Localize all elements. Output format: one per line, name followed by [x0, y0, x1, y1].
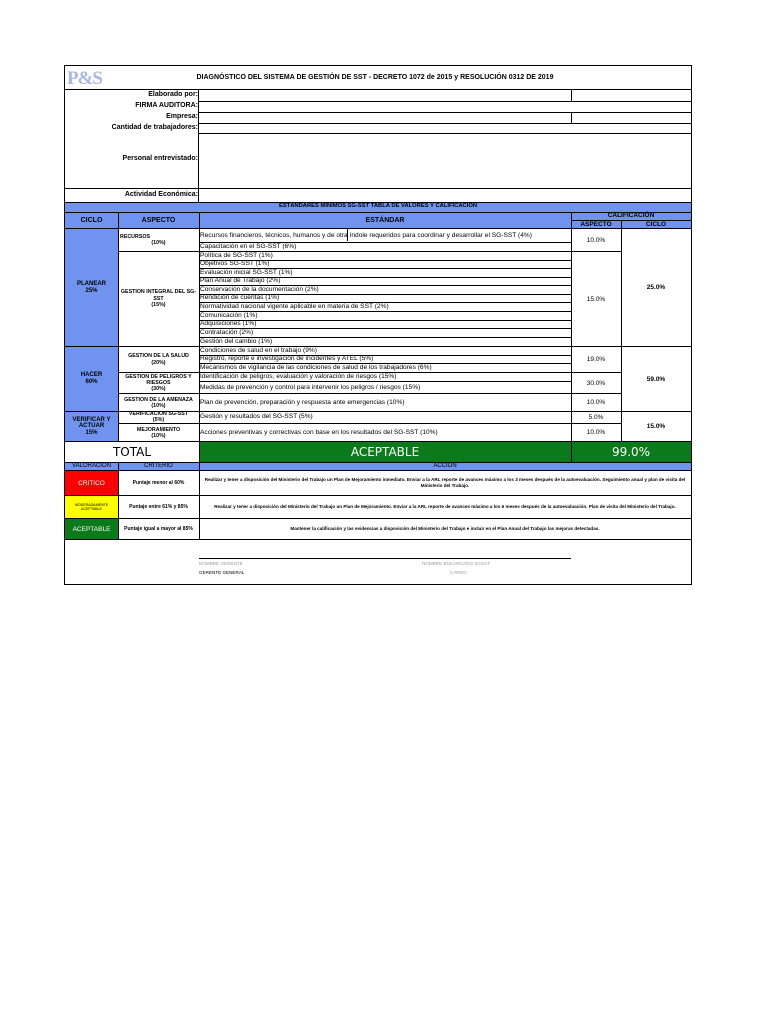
empresa-field[interactable] [198, 112, 571, 123]
empresa-extra-field[interactable] [571, 112, 691, 123]
header-estandar: ESTÁNDAR [365, 217, 405, 224]
score-planear: 25.0% [646, 284, 666, 291]
score-hacer: 59.0% [646, 375, 666, 383]
estandar-row: Política de SG-SST (1%) [200, 252, 273, 259]
estandar-row: Plan de prevención, preparación y respuesta ante emergencias (10%) [200, 399, 405, 406]
valoracion-moderado: MODERADAMENTE ACEPTABLE [65, 496, 118, 518]
total-score: 99.0% [571, 442, 691, 462]
nombre-encargado: NOMBRE ENCARGADO SGSST [422, 561, 490, 566]
table-title: ESTÁNDARES MÍNIMOS SG-SST TABLA DE VALORES Y CALIFICACIÓN [278, 203, 478, 209]
criterio-aceptable: Puntaje igual a mayor al 85% [124, 526, 193, 532]
logo-text: P&S [67, 68, 102, 89]
estandar-row: Conservación de la documentación (2%) [200, 286, 319, 293]
aspecto-verificacion: VERIFICACION SG-SST (5%) [128, 411, 189, 423]
aspecto-salud: GESTION DE LA SALUD (20%) [128, 353, 189, 366]
aspecto-peligros: GESTION DE PELIGROS Y RIESGOS (30%) [125, 374, 192, 392]
header-cal-ciclo: CICLO [645, 221, 667, 228]
header-cal-aspecto: ASPECTO [580, 221, 612, 228]
label-firma: FIRMA AUDITORA: [135, 102, 198, 109]
ciclo-hacer: HACER 60% [65, 347, 118, 411]
estandar-row: Acciones preventivas y correctivas con base en los resultados del SG-SST (10%) [200, 429, 438, 436]
header-calificacion: CALIFICACIÓN [607, 212, 655, 219]
estandar-row: Capacitación en el SG-SST (6%) [200, 243, 297, 250]
criterio-moderado: Puntaje entre 61% y 85% [129, 504, 188, 510]
cargo: CARGO [450, 570, 467, 575]
valoracion-aceptable: ACEPTABLE [65, 519, 118, 539]
firma-field[interactable] [198, 101, 691, 112]
trabajadores-field[interactable] [198, 123, 691, 133]
ciclo-verificar: VERIFICAR Y ACTUAR 15% [65, 412, 118, 441]
accion-moderado: Realizar y tener a disposición del Ministerio del Trabajo un Plan de Mejoramiento. Enviar a la ARL reporte de avances máximo a los 6 meses después de la autoevaluación. Plan de visita del Ministerio del Trabajo. [214, 504, 676, 509]
estandar-row: Recursos financieros, técnicos, humanos y de otra índole requeridos para coordinar y desarrollar el SG-SST (4%) [200, 232, 532, 239]
page-title: DIAGNÓSTICO DEL SISTEMA DE GESTIÓN DE SST - DECRETO 1072 de 2015 y RESOLUCIÓN 0312 DE 2019 [196, 74, 554, 81]
estandar-row: Mecanismos de vigilancia de las condiciones de salud de los trabajadores (6%) [200, 364, 432, 371]
signature-line [199, 558, 571, 559]
header-aspecto: ASPECTO [141, 217, 176, 224]
label-entrevistado: Personal entrevistado: [122, 155, 198, 162]
valoracion-critico: CRITICO [65, 471, 118, 495]
ciclo-planear: PLANEAR 25% [65, 229, 118, 346]
estandar-row: Plan Anual de Trabajo (2%) [200, 277, 281, 284]
actividad-field[interactable] [198, 188, 691, 202]
header-criterio: CRITERIO [144, 463, 173, 469]
estandar-row: Contratación (2%) [200, 329, 254, 336]
estandar-row: Comunicación (1%) [200, 312, 258, 319]
label-actividad: Actividad Económica: [124, 191, 198, 198]
entrevistado-field[interactable] [198, 133, 691, 188]
estandar-row: Identificación de peligros, evaluación y valoración de riesgos (15%) [200, 373, 397, 380]
label-empresa: Empresa: [166, 113, 198, 120]
score-gestion-integral: 15.0% [586, 295, 606, 303]
score-peligros: 30.0% [586, 379, 606, 387]
estandar-row: Gestión del cambio (1%) [200, 338, 273, 345]
estandar-row: Rendición de cuentas (1%) [200, 294, 280, 301]
nombre-gerente: NOMBRE GERENTE [199, 561, 243, 566]
estandar-row: Normatividad nacional vigente aplicable en materia de SST (2%) [200, 303, 389, 310]
estandar-row: Objetivos SG-SST (1%) [200, 260, 270, 267]
score-recursos: 10.0% [586, 236, 606, 244]
diagnostic-sheet [64, 65, 692, 585]
accion-critico: Realizar y tener a disposición del Ministerio del Trabajo un Plan de Mejoramiento inmediato. Enviar a la ARL reporte de avances máximo a los 3 meses después de la autoevaluación. Seguimiento anual y plan de visita del Ministerio del Trabajo. [204, 477, 686, 488]
estandar-row: Registro, reporte e investigación de incidentes y ATEL (5%) [200, 355, 374, 362]
estandar-row: Evaluación inicial SG-SST (1%) [200, 269, 293, 276]
score-amenaza: 10.0% [586, 399, 606, 406]
elaborado-field[interactable] [198, 90, 571, 101]
estandar-row: Adquisiciones (1%) [200, 320, 257, 327]
gerente-general: GERENTE GENERAL [199, 570, 245, 575]
logo [67, 69, 115, 89]
total-result: ACEPTABLE [199, 442, 571, 462]
score-salud: 19.0% [586, 356, 606, 363]
accion-aceptable: Mantener la calificación y las evidencias a disposición del Ministerio del Trabajo e incluir en el Plan Anual del Trabajo las mejoras detectadas. [290, 526, 600, 531]
header-valoracion: VALORACION [72, 463, 111, 469]
estandar-row: Medidas de prevención y control para intervenir los peligros / riesgos (15%) [200, 384, 421, 391]
criterio-critico: Puntaje menor al 60% [132, 480, 185, 486]
header-ciclo: CICLO [80, 217, 103, 224]
header-accion: ACCION [433, 463, 457, 469]
aspecto-gestion-integral: GESTION INTEGRAL DEL SG-SST (15%) [120, 289, 197, 309]
label-elaborado: Elaborado por: [148, 91, 198, 98]
label-trabajadores: Cantidad de trabajadores: [111, 124, 198, 131]
score-mejoramiento: 10.0% [586, 429, 606, 436]
estandar-row: Condiciones de salud en el trabajo (9%) [200, 347, 317, 354]
total-label: TOTAL [112, 445, 152, 459]
elaborado-extra-field[interactable] [571, 90, 691, 101]
aspecto-amenaza: GESTION DE LA AMENAZA (10%) [124, 396, 193, 409]
aspecto-mejoramiento: MEJORAMIENTO (10%) [136, 426, 181, 439]
aspecto-recursos: RECURSOS (10%) [120, 233, 166, 246]
score-verificacion: 5.0% [588, 414, 604, 421]
estandar-row: Gestión y resultados del SG-SST (5%) [200, 413, 313, 420]
score-verificar: 15.0% [646, 423, 666, 430]
